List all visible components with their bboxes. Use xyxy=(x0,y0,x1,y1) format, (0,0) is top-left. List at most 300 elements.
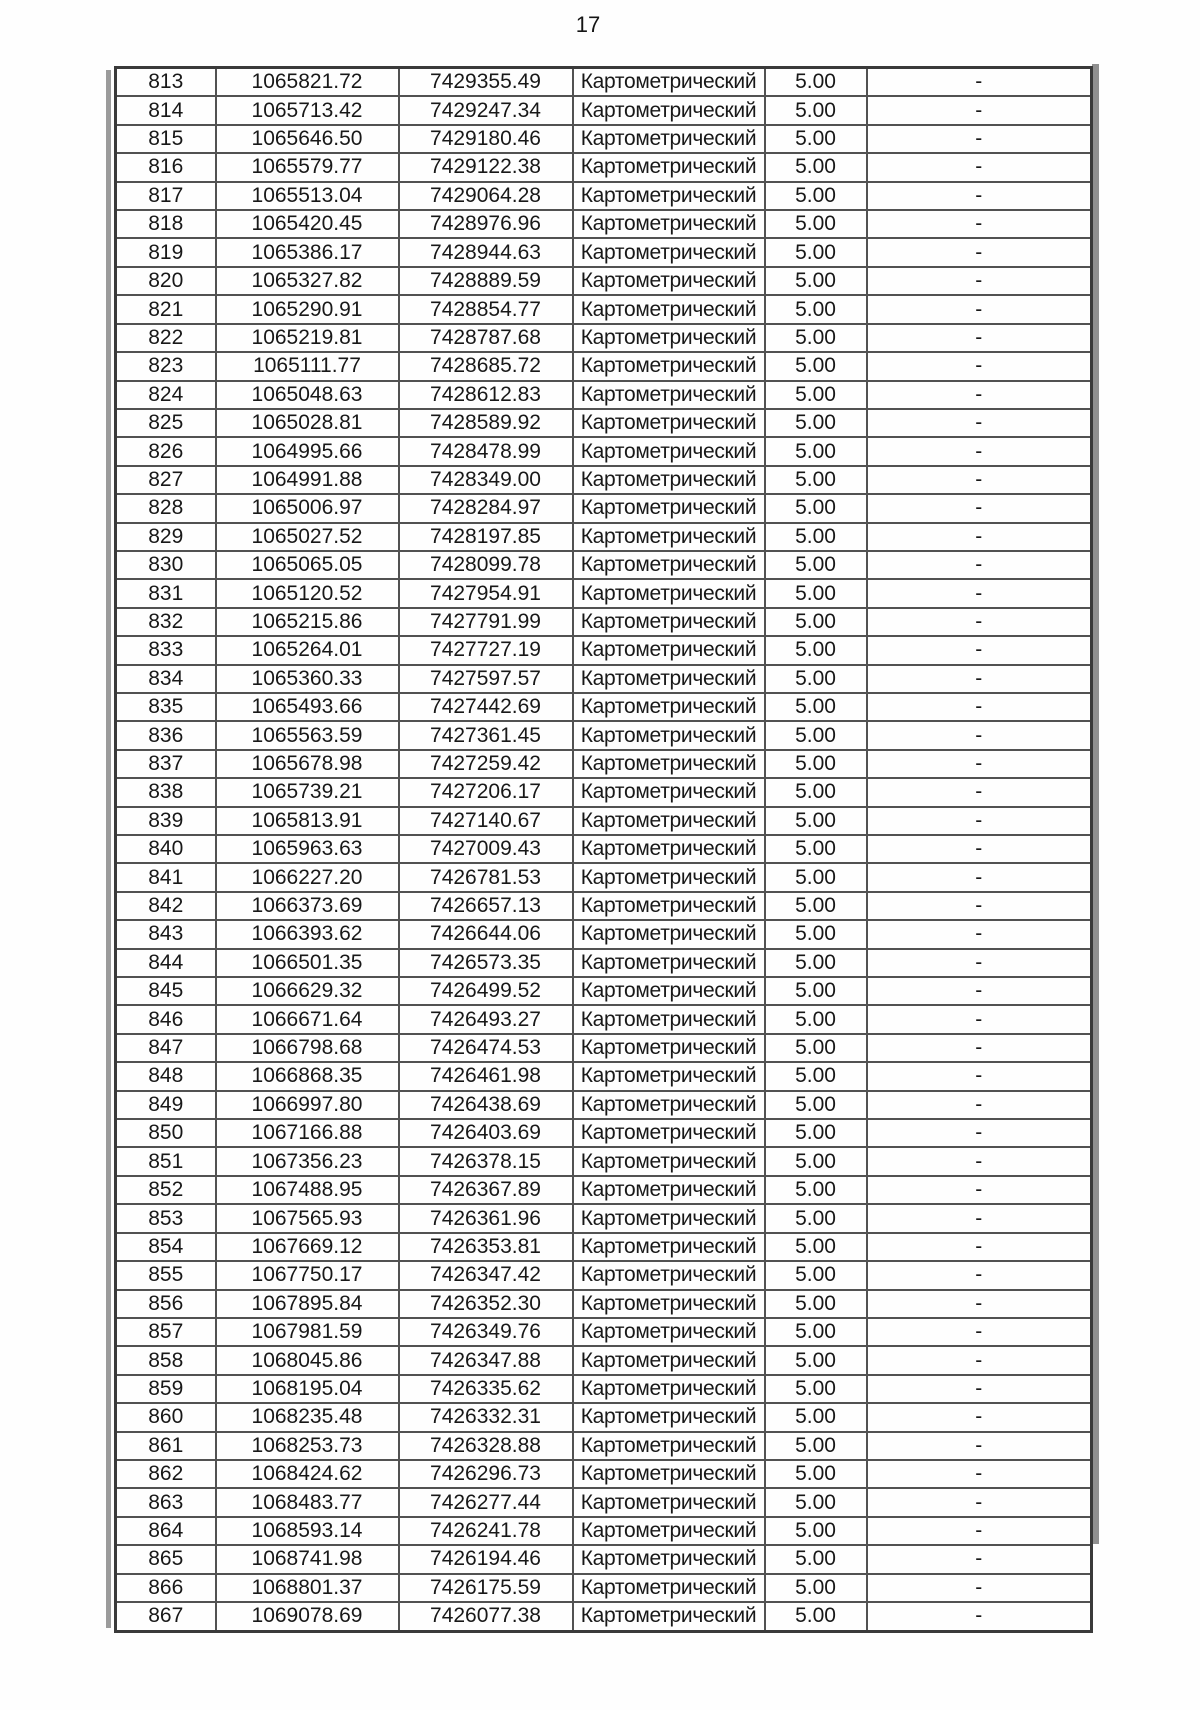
table-row xyxy=(116,665,1092,693)
cell-x-coordinate: 1065028.81 xyxy=(216,409,399,437)
cell-y-coordinate: 7429355.49 xyxy=(399,68,573,97)
cell-note: - xyxy=(867,863,1092,891)
cell-method: Картометрический xyxy=(573,665,765,693)
cell-x-coordinate: 1066868.35 xyxy=(216,1062,399,1090)
cell-note: - xyxy=(867,1403,1092,1431)
cell-y-coordinate: 7427206.17 xyxy=(399,778,573,806)
cell-note: - xyxy=(867,96,1092,124)
cell-method: Картометрический xyxy=(573,1091,765,1119)
table-row xyxy=(116,267,1092,295)
table-row xyxy=(116,1403,1092,1431)
table-row xyxy=(116,1488,1092,1516)
cell-note: - xyxy=(867,494,1092,522)
cell-point-number: 848 xyxy=(116,1062,216,1090)
cell-x-coordinate: 1068253.73 xyxy=(216,1432,399,1460)
cell-y-coordinate: 7426367.89 xyxy=(399,1176,573,1204)
cell-point-number: 834 xyxy=(116,665,216,693)
cell-point-number: 863 xyxy=(116,1488,216,1516)
cell-precision: 5.00 xyxy=(765,1261,867,1289)
cell-y-coordinate: 7428612.83 xyxy=(399,381,573,409)
table-row xyxy=(116,807,1092,835)
cell-x-coordinate: 1065739.21 xyxy=(216,778,399,806)
cell-method: Картометрический xyxy=(573,125,765,153)
cell-note: - xyxy=(867,1261,1092,1289)
cell-y-coordinate: 7426644.06 xyxy=(399,920,573,948)
cell-precision: 5.00 xyxy=(765,636,867,664)
cell-note: - xyxy=(867,1062,1092,1090)
cell-y-coordinate: 7429064.28 xyxy=(399,182,573,210)
cell-x-coordinate: 1065678.98 xyxy=(216,750,399,778)
cell-y-coordinate: 7426296.73 xyxy=(399,1460,573,1488)
cell-y-coordinate: 7427727.19 xyxy=(399,636,573,664)
cell-precision: 5.00 xyxy=(765,1517,867,1545)
table-row xyxy=(116,1574,1092,1602)
cell-y-coordinate: 7427259.42 xyxy=(399,750,573,778)
table-row xyxy=(116,977,1092,1005)
cell-precision: 5.00 xyxy=(765,949,867,977)
cell-method: Картометрический xyxy=(573,324,765,352)
cell-precision: 5.00 xyxy=(765,1318,867,1346)
cell-method: Картометрический xyxy=(573,494,765,522)
cell-method: Картометрический xyxy=(573,920,765,948)
cell-x-coordinate: 1067895.84 xyxy=(216,1290,399,1318)
cell-point-number: 852 xyxy=(116,1176,216,1204)
cell-method: Картометрический xyxy=(573,608,765,636)
cell-note: - xyxy=(867,238,1092,266)
cell-note: - xyxy=(867,352,1092,380)
cell-precision: 5.00 xyxy=(765,1091,867,1119)
table-row xyxy=(116,1517,1092,1545)
cell-note: - xyxy=(867,324,1092,352)
cell-note: - xyxy=(867,1318,1092,1346)
cell-method: Картометрический xyxy=(573,807,765,835)
cell-note: - xyxy=(867,1432,1092,1460)
cell-note: - xyxy=(867,267,1092,295)
cell-point-number: 864 xyxy=(116,1517,216,1545)
cell-note: - xyxy=(867,1091,1092,1119)
cell-method: Картометрический xyxy=(573,977,765,1005)
cell-note: - xyxy=(867,892,1092,920)
cell-precision: 5.00 xyxy=(765,68,867,97)
cell-method: Картометрический xyxy=(573,1290,765,1318)
cell-note: - xyxy=(867,807,1092,835)
cell-method: Картометрический xyxy=(573,68,765,97)
cell-precision: 5.00 xyxy=(765,238,867,266)
cell-point-number: 829 xyxy=(116,523,216,551)
cell-precision: 5.00 xyxy=(765,1119,867,1147)
cell-note: - xyxy=(867,949,1092,977)
cell-y-coordinate: 7426361.96 xyxy=(399,1204,573,1232)
cell-point-number: 828 xyxy=(116,494,216,522)
cell-precision: 5.00 xyxy=(765,182,867,210)
cell-precision: 5.00 xyxy=(765,1005,867,1033)
cell-precision: 5.00 xyxy=(765,665,867,693)
cell-point-number: 867 xyxy=(116,1602,216,1632)
cell-x-coordinate: 1067565.93 xyxy=(216,1204,399,1232)
cell-y-coordinate: 7426573.35 xyxy=(399,949,573,977)
cell-x-coordinate: 1064991.88 xyxy=(216,466,399,494)
cell-precision: 5.00 xyxy=(765,1147,867,1175)
cell-precision: 5.00 xyxy=(765,210,867,238)
cell-y-coordinate: 7427009.43 xyxy=(399,835,573,863)
cell-method: Картометрический xyxy=(573,1346,765,1374)
cell-precision: 5.00 xyxy=(765,608,867,636)
table-row xyxy=(116,466,1092,494)
cell-method: Картометрический xyxy=(573,1403,765,1431)
cell-point-number: 862 xyxy=(116,1460,216,1488)
cell-method: Картометрический xyxy=(573,1062,765,1090)
cell-y-coordinate: 7426353.81 xyxy=(399,1233,573,1261)
cell-method: Картометрический xyxy=(573,721,765,749)
cell-point-number: 818 xyxy=(116,210,216,238)
cell-x-coordinate: 1067488.95 xyxy=(216,1176,399,1204)
cell-method: Картометрический xyxy=(573,1318,765,1346)
cell-precision: 5.00 xyxy=(765,381,867,409)
cell-y-coordinate: 7427954.91 xyxy=(399,579,573,607)
cell-y-coordinate: 7428854.77 xyxy=(399,295,573,323)
cell-y-coordinate: 7426461.98 xyxy=(399,1062,573,1090)
table-row xyxy=(116,1005,1092,1033)
table-row xyxy=(116,1290,1092,1318)
cell-point-number: 844 xyxy=(116,949,216,977)
cell-point-number: 847 xyxy=(116,1034,216,1062)
cell-precision: 5.00 xyxy=(765,1432,867,1460)
cell-point-number: 822 xyxy=(116,324,216,352)
cell-method: Картометрический xyxy=(573,381,765,409)
cell-x-coordinate: 1068045.86 xyxy=(216,1346,399,1374)
cell-x-coordinate: 1065120.52 xyxy=(216,579,399,607)
cell-method: Картометрический xyxy=(573,949,765,977)
cell-method: Картометрический xyxy=(573,778,765,806)
cell-x-coordinate: 1067166.88 xyxy=(216,1119,399,1147)
cell-y-coordinate: 7426332.31 xyxy=(399,1403,573,1431)
table-row xyxy=(116,1034,1092,1062)
cell-precision: 5.00 xyxy=(765,267,867,295)
cell-point-number: 866 xyxy=(116,1574,216,1602)
cell-precision: 5.00 xyxy=(765,1233,867,1261)
table-row xyxy=(116,1233,1092,1261)
cell-note: - xyxy=(867,1574,1092,1602)
table-row xyxy=(116,437,1092,465)
table-row xyxy=(116,835,1092,863)
cell-precision: 5.00 xyxy=(765,523,867,551)
cell-x-coordinate: 1065563.59 xyxy=(216,721,399,749)
cell-precision: 5.00 xyxy=(765,1545,867,1573)
cell-note: - xyxy=(867,437,1092,465)
cell-x-coordinate: 1067981.59 xyxy=(216,1318,399,1346)
cell-method: Картометрический xyxy=(573,1517,765,1545)
cell-precision: 5.00 xyxy=(765,1488,867,1516)
cell-precision: 5.00 xyxy=(765,1290,867,1318)
cell-y-coordinate: 7428349.00 xyxy=(399,466,573,494)
table-row xyxy=(116,863,1092,891)
cell-y-coordinate: 7426493.27 xyxy=(399,1005,573,1033)
cell-point-number: 824 xyxy=(116,381,216,409)
cell-y-coordinate: 7429180.46 xyxy=(399,125,573,153)
cell-method: Картометрический xyxy=(573,579,765,607)
cell-x-coordinate: 1065327.82 xyxy=(216,267,399,295)
cell-point-number: 816 xyxy=(116,153,216,181)
cell-y-coordinate: 7426352.30 xyxy=(399,1290,573,1318)
cell-method: Картометрический xyxy=(573,295,765,323)
table-row xyxy=(116,238,1092,266)
table-row xyxy=(116,96,1092,124)
table-row xyxy=(116,381,1092,409)
table-row xyxy=(116,1460,1092,1488)
cell-x-coordinate: 1066227.20 xyxy=(216,863,399,891)
cell-y-coordinate: 7427791.99 xyxy=(399,608,573,636)
table-row xyxy=(116,409,1092,437)
cell-precision: 5.00 xyxy=(765,1062,867,1090)
cell-note: - xyxy=(867,1517,1092,1545)
cell-precision: 5.00 xyxy=(765,1602,867,1632)
cell-point-number: 851 xyxy=(116,1147,216,1175)
table-row xyxy=(116,1375,1092,1403)
cell-y-coordinate: 7428197.85 xyxy=(399,523,573,551)
cell-y-coordinate: 7426241.78 xyxy=(399,1517,573,1545)
table-row xyxy=(116,182,1092,210)
cell-point-number: 826 xyxy=(116,437,216,465)
cell-point-number: 849 xyxy=(116,1091,216,1119)
cell-x-coordinate: 1066671.64 xyxy=(216,1005,399,1033)
table-row xyxy=(116,324,1092,352)
cell-point-number: 843 xyxy=(116,920,216,948)
cell-point-number: 859 xyxy=(116,1375,216,1403)
cell-precision: 5.00 xyxy=(765,96,867,124)
cell-note: - xyxy=(867,750,1092,778)
cell-point-number: 845 xyxy=(116,977,216,1005)
cell-note: - xyxy=(867,125,1092,153)
scan-shadow-right xyxy=(1092,64,1099,1544)
cell-method: Картометрический xyxy=(573,750,765,778)
cell-y-coordinate: 7426403.69 xyxy=(399,1119,573,1147)
cell-note: - xyxy=(867,153,1092,181)
cell-precision: 5.00 xyxy=(765,494,867,522)
cell-precision: 5.00 xyxy=(765,153,867,181)
cell-precision: 5.00 xyxy=(765,977,867,1005)
cell-x-coordinate: 1066997.80 xyxy=(216,1091,399,1119)
cell-precision: 5.00 xyxy=(765,295,867,323)
cell-x-coordinate: 1065579.77 xyxy=(216,153,399,181)
cell-x-coordinate: 1065290.91 xyxy=(216,295,399,323)
cell-precision: 5.00 xyxy=(765,807,867,835)
cell-note: - xyxy=(867,1119,1092,1147)
cell-x-coordinate: 1065963.63 xyxy=(216,835,399,863)
table-row xyxy=(116,551,1092,579)
cell-y-coordinate: 7428478.99 xyxy=(399,437,573,465)
cell-point-number: 814 xyxy=(116,96,216,124)
cell-method: Картометрический xyxy=(573,1176,765,1204)
table-row xyxy=(116,1261,1092,1289)
cell-precision: 5.00 xyxy=(765,1375,867,1403)
cell-x-coordinate: 1068741.98 xyxy=(216,1545,399,1573)
cell-precision: 5.00 xyxy=(765,693,867,721)
cell-point-number: 855 xyxy=(116,1261,216,1289)
table-row xyxy=(116,1119,1092,1147)
cell-x-coordinate: 1065646.50 xyxy=(216,125,399,153)
cell-y-coordinate: 7427597.57 xyxy=(399,665,573,693)
cell-y-coordinate: 7426194.46 xyxy=(399,1545,573,1573)
cell-x-coordinate: 1065360.33 xyxy=(216,665,399,693)
cell-x-coordinate: 1065006.97 xyxy=(216,494,399,522)
cell-point-number: 861 xyxy=(116,1432,216,1460)
cell-method: Картометрический xyxy=(573,153,765,181)
cell-note: - xyxy=(867,466,1092,494)
table-row xyxy=(116,1432,1092,1460)
cell-y-coordinate: 7426349.76 xyxy=(399,1318,573,1346)
cell-y-coordinate: 7426335.62 xyxy=(399,1375,573,1403)
cell-point-number: 842 xyxy=(116,892,216,920)
cell-note: - xyxy=(867,1545,1092,1573)
cell-method: Картометрический xyxy=(573,238,765,266)
cell-method: Картометрический xyxy=(573,1375,765,1403)
coordinates-table xyxy=(114,66,1093,1633)
cell-note: - xyxy=(867,210,1092,238)
cell-y-coordinate: 7426657.13 xyxy=(399,892,573,920)
cell-x-coordinate: 1068593.14 xyxy=(216,1517,399,1545)
cell-x-coordinate: 1068195.04 xyxy=(216,1375,399,1403)
cell-x-coordinate: 1065493.66 xyxy=(216,693,399,721)
cell-x-coordinate: 1067750.17 xyxy=(216,1261,399,1289)
cell-point-number: 819 xyxy=(116,238,216,266)
table-row xyxy=(116,523,1092,551)
cell-method: Картометрический xyxy=(573,96,765,124)
table-row xyxy=(116,949,1092,977)
cell-point-number: 838 xyxy=(116,778,216,806)
cell-precision: 5.00 xyxy=(765,1346,867,1374)
cell-note: - xyxy=(867,721,1092,749)
table-row xyxy=(116,352,1092,380)
table-row xyxy=(116,1147,1092,1175)
cell-method: Картометрический xyxy=(573,466,765,494)
cell-x-coordinate: 1068424.62 xyxy=(216,1460,399,1488)
table-row xyxy=(116,1318,1092,1346)
cell-x-coordinate: 1067669.12 xyxy=(216,1233,399,1261)
cell-precision: 5.00 xyxy=(765,721,867,749)
table-row xyxy=(116,920,1092,948)
cell-y-coordinate: 7427442.69 xyxy=(399,693,573,721)
cell-point-number: 860 xyxy=(116,1403,216,1431)
cell-y-coordinate: 7426347.42 xyxy=(399,1261,573,1289)
cell-method: Картометрический xyxy=(573,1034,765,1062)
cell-point-number: 854 xyxy=(116,1233,216,1261)
cell-x-coordinate: 1065219.81 xyxy=(216,324,399,352)
cell-note: - xyxy=(867,608,1092,636)
scan-shadow-left xyxy=(106,70,111,1628)
cell-x-coordinate: 1065713.42 xyxy=(216,96,399,124)
cell-note: - xyxy=(867,1147,1092,1175)
cell-x-coordinate: 1065264.01 xyxy=(216,636,399,664)
cell-x-coordinate: 1066393.62 xyxy=(216,920,399,948)
cell-point-number: 841 xyxy=(116,863,216,891)
cell-method: Картометрический xyxy=(573,409,765,437)
cell-y-coordinate: 7428099.78 xyxy=(399,551,573,579)
cell-precision: 5.00 xyxy=(765,892,867,920)
cell-method: Картометрический xyxy=(573,210,765,238)
cell-note: - xyxy=(867,1005,1092,1033)
cell-precision: 5.00 xyxy=(765,1204,867,1232)
cell-point-number: 817 xyxy=(116,182,216,210)
table-row xyxy=(116,750,1092,778)
cell-point-number: 825 xyxy=(116,409,216,437)
cell-precision: 5.00 xyxy=(765,125,867,153)
cell-method: Картометрический xyxy=(573,352,765,380)
cell-y-coordinate: 7428889.59 xyxy=(399,267,573,295)
cell-precision: 5.00 xyxy=(765,863,867,891)
cell-note: - xyxy=(867,1176,1092,1204)
cell-y-coordinate: 7427361.45 xyxy=(399,721,573,749)
cell-point-number: 837 xyxy=(116,750,216,778)
cell-precision: 5.00 xyxy=(765,778,867,806)
cell-x-coordinate: 1068235.48 xyxy=(216,1403,399,1431)
table-row xyxy=(116,608,1092,636)
table-row xyxy=(116,1204,1092,1232)
cell-note: - xyxy=(867,636,1092,664)
coordinates-table-body xyxy=(116,68,1092,1632)
cell-method: Картометрический xyxy=(573,267,765,295)
cell-y-coordinate: 7428787.68 xyxy=(399,324,573,352)
cell-point-number: 820 xyxy=(116,267,216,295)
cell-precision: 5.00 xyxy=(765,324,867,352)
cell-x-coordinate: 1065215.86 xyxy=(216,608,399,636)
cell-note: - xyxy=(867,1460,1092,1488)
cell-y-coordinate: 7428284.97 xyxy=(399,494,573,522)
cell-y-coordinate: 7428976.96 xyxy=(399,210,573,238)
cell-x-coordinate: 1066798.68 xyxy=(216,1034,399,1062)
cell-note: - xyxy=(867,579,1092,607)
cell-method: Картометрический xyxy=(573,1460,765,1488)
cell-note: - xyxy=(867,1034,1092,1062)
cell-x-coordinate: 1064995.66 xyxy=(216,437,399,465)
cell-method: Картометрический xyxy=(573,636,765,664)
cell-x-coordinate: 1065821.72 xyxy=(216,68,399,97)
cell-y-coordinate: 7428685.72 xyxy=(399,352,573,380)
cell-note: - xyxy=(867,1290,1092,1318)
table-row xyxy=(116,636,1092,664)
cell-precision: 5.00 xyxy=(765,437,867,465)
cell-point-number: 815 xyxy=(116,125,216,153)
cell-method: Картометрический xyxy=(573,1545,765,1573)
cell-y-coordinate: 7429122.38 xyxy=(399,153,573,181)
cell-method: Картометрический xyxy=(573,835,765,863)
cell-x-coordinate: 1065813.91 xyxy=(216,807,399,835)
cell-point-number: 813 xyxy=(116,68,216,97)
table-row xyxy=(116,1091,1092,1119)
cell-method: Картометрический xyxy=(573,437,765,465)
cell-point-number: 840 xyxy=(116,835,216,863)
cell-point-number: 836 xyxy=(116,721,216,749)
cell-note: - xyxy=(867,778,1092,806)
cell-x-coordinate: 1065386.17 xyxy=(216,238,399,266)
cell-precision: 5.00 xyxy=(765,1034,867,1062)
cell-x-coordinate: 1067356.23 xyxy=(216,1147,399,1175)
table-row xyxy=(116,125,1092,153)
table-row xyxy=(116,153,1092,181)
cell-note: - xyxy=(867,523,1092,551)
cell-y-coordinate: 7426347.88 xyxy=(399,1346,573,1374)
cell-x-coordinate: 1065048.63 xyxy=(216,381,399,409)
cell-x-coordinate: 1065111.77 xyxy=(216,352,399,380)
cell-point-number: 832 xyxy=(116,608,216,636)
cell-note: - xyxy=(867,381,1092,409)
table-row xyxy=(116,1602,1092,1632)
cell-x-coordinate: 1069078.69 xyxy=(216,1602,399,1632)
table-row xyxy=(116,295,1092,323)
table-row xyxy=(116,494,1092,522)
cell-point-number: 831 xyxy=(116,579,216,607)
cell-point-number: 821 xyxy=(116,295,216,323)
cell-method: Картометрический xyxy=(573,1204,765,1232)
